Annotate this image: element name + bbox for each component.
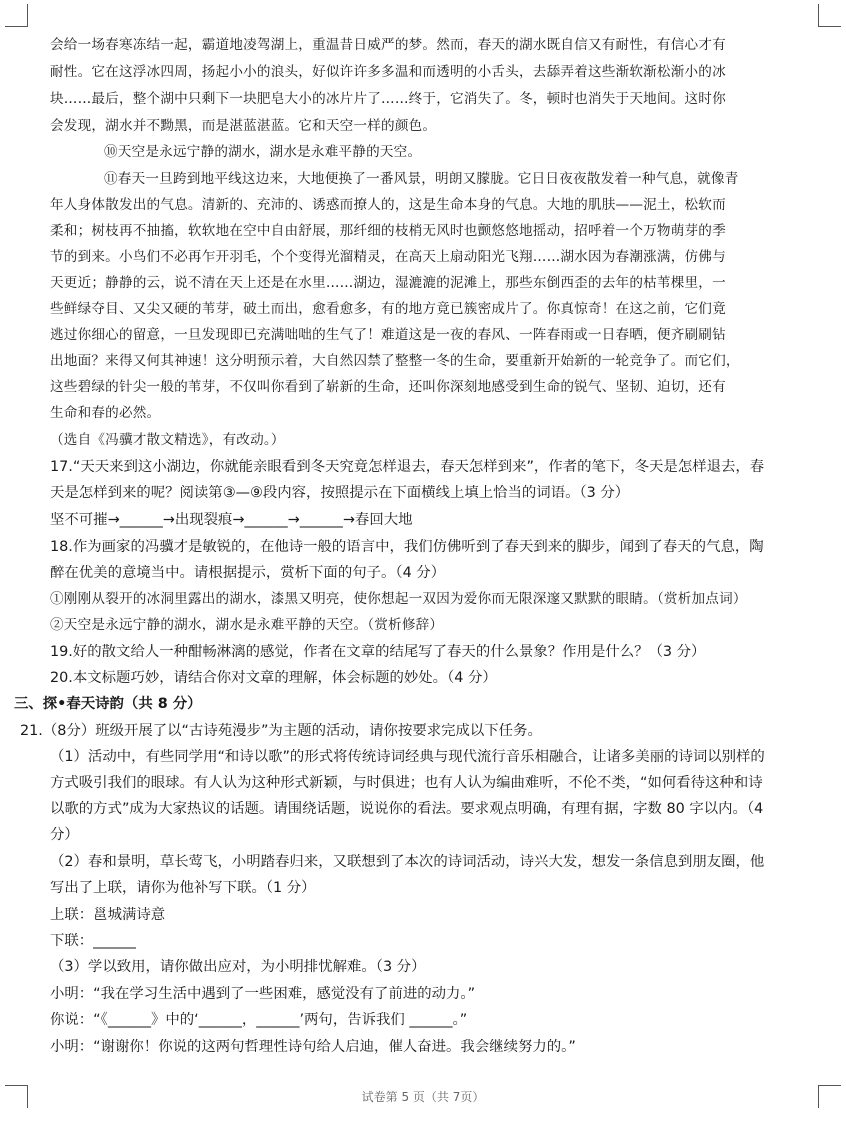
task-1-line: 方式吸引我们的眼球。有人认为这种形式新颖，与时俱进；也有人认为编曲难听，不伦不类，“如何看待这种和诗 (50, 775, 763, 791)
passage-line: 块……最后，整个湖中只剩下一块肥皂大小的冰片片了……终于，它消失了。冬，顿时也消失于天地间。这时你 (50, 91, 726, 107)
question-17-line: 17.“天天来到这小湖边，你就能亲眼看到冬天究竟怎样退去，春天怎样到来”，作者的笔下，冬天是怎样退去，春 (50, 459, 765, 475)
task-1-line: 分） (50, 827, 79, 843)
dialogue-you: 你说：“《______》中的‘______，______’两句，告诉我们 ______。” (50, 1012, 468, 1028)
couplet-upper: 上联：邕城满诗意 (50, 907, 166, 923)
section-heading: 三、探•春天诗韵（共 8 分） (14, 696, 202, 712)
task-1-line: （1）活动中，有些同学用“和诗以歌”的形式将传统诗词经典与现代流行音乐相融合，让诸多美丽的诗词以别样的 (50, 749, 765, 765)
couplet-lower: 下联：______ (50, 933, 137, 949)
passage-line: 耐性。它在这浮冰四周，扬起小小的浪头，好似许许多多温和而透明的小舌头，去舔弄着这些渐软渐松渐小的冰 (50, 64, 726, 80)
question-17-line: 天是怎样到来的呢？阅读第③—⑨段内容，按照提示在下面横线上填上恰当的词语。（3 分） (50, 485, 630, 501)
question-19: 19.好的散文给人一种酣畅淋漓的感觉，作者在文章的结尾写了春天的什么景象？作用是什么？（3 分） (50, 644, 706, 660)
passage-line: 节的到来。小鸟们不必再乍开羽毛，个个变得光溜精灵，在高天上扇动阳光飞翔……湖水因为春潮涨满，仿佛与 (50, 249, 726, 265)
question-18-line: 醉在优美的意境当中。请根据提示，赏析下面的句子。（4 分） (50, 565, 446, 581)
page-footer: 试卷第 5 页（共 7页） (361, 1090, 485, 1104)
question-18-sentence-1: ①刚刚从裂开的冰洞里露出的湖水，漆黑又明亮，使你想起一双因为爱你而无限深邃又默默的眼睛。（赏析加点词） (50, 591, 747, 607)
task-2-line: 写出了上联，请你为他补写下联。（1 分） (50, 880, 316, 896)
task-1-line: 以歌的方式”成为大家热议的话题。请围绕话题，说说你的看法。要求观点明确，有理有据，字数 80 字以内。（4 (50, 801, 764, 817)
passage-paragraph-10: ⑩天空是永远宁静的湖水，湖水是永难平静的天空。 (104, 144, 422, 160)
passage-line: 会发现，湖水并不黝黑，而是湛蓝湛蓝。它和天空一样的颜色。 (50, 118, 437, 134)
passage-source: （选自《冯骥才散文精选》，有改动。） (50, 432, 285, 448)
dialogue-xiaoming-2: 小明：“谢谢你！你说的这两句哲理性诗句给人启迪，催人奋进。我会继续努力的。” (50, 1039, 576, 1055)
passage-line: 年人身体散发出的气息。清新的、充沛的、诱惑而撩人的，这是生命本身的气息。大地的肌肤——泥土，松软而 (50, 197, 726, 213)
passage-line: 些鲜绿夺目、又尖又硬的苇芽，破土而出，愈看愈多，有的地方竟已簇密成片了。你真惊奇！在这之前，它们竟 (50, 301, 726, 317)
question-18-line: 18.作为画家的冯骥才是敏锐的，在他诗一般的语言中，我们仿佛听到了春天到来的脚步，闻到了春天的气息，陶 (50, 539, 764, 555)
task-3: （3）学以致用，请你做出应对，为小明排忧解难。（3 分） (50, 959, 426, 975)
passage-line: 出地面？来得又何其神速！这分明预示着，大自然囚禁了整整一冬的生命，要重新开始新的一轮竞争了。而它们， (50, 353, 740, 369)
question-17-answer-chain: 坚不可摧→______→出现裂痕→______→______→春回大地 (50, 512, 413, 528)
question-21: 21.（8分）班级开展了以“古诗苑漫步”为主题的活动，请你按要求完成以下任务。 (20, 723, 542, 739)
passage-line: 逃过你细心的留意，一旦发现即已充满咄咄的生气了！难道这是一夜的春风、一阵春雨或一日春晒，便齐刷刷钻 (50, 327, 726, 343)
crop-mark-top-right (818, 4, 841, 27)
passage-line: 柔和；树枝再不抽搐，软软地在空中自由舒展，那纤细的枝梢无风时也颤悠悠地摇动，招呼着一个万物萌芽的季 (50, 223, 726, 239)
task-2-line: （2）春和景明，草长莺飞，小明踏春归来，又联想到了本次的诗词活动，诗兴大发，想发一条信息到朋友圈，他 (50, 854, 765, 870)
passage-line: 会给一场春寒冻结一起，霸道地凌驾湖上，重温昔日威严的梦。然而，春天的湖水既自信又有耐性，有信心才有 (50, 37, 726, 53)
crop-mark-top-left (5, 4, 28, 27)
passage-line: 天更近；静静的云，说不清在天上还是在水里……湖边，湿漉漉的泥滩上，那些东倒西歪的去年的枯苇棵里，一 (50, 275, 726, 291)
passage-paragraph-11: ⑪春天一旦跨到地平线这边来，大地便换了一番风景，明朗又朦胧。它日日夜夜散发着一种气息，就像青 (104, 171, 739, 187)
question-18-sentence-2: ②天空是永远宁静的湖水，湖水是永难平静的天空。（赏析修辞） (50, 617, 444, 633)
question-20: 20.本文标题巧妙，请结合你对文章的理解，体会标题的妙处。（4 分） (50, 670, 497, 686)
dialogue-xiaoming-1: 小明：“我在学习生活中遇到了一些困难，感觉没有了前进的动力。” (50, 986, 476, 1002)
passage-line: 这些碧绿的针尖一般的苇芽，不仅叫你看到了崭新的生命，还叫你深刻地感受到生命的锐气、坚韧、迫切，还有 (50, 379, 726, 395)
passage-line: 生命和春的必然。 (50, 405, 161, 421)
